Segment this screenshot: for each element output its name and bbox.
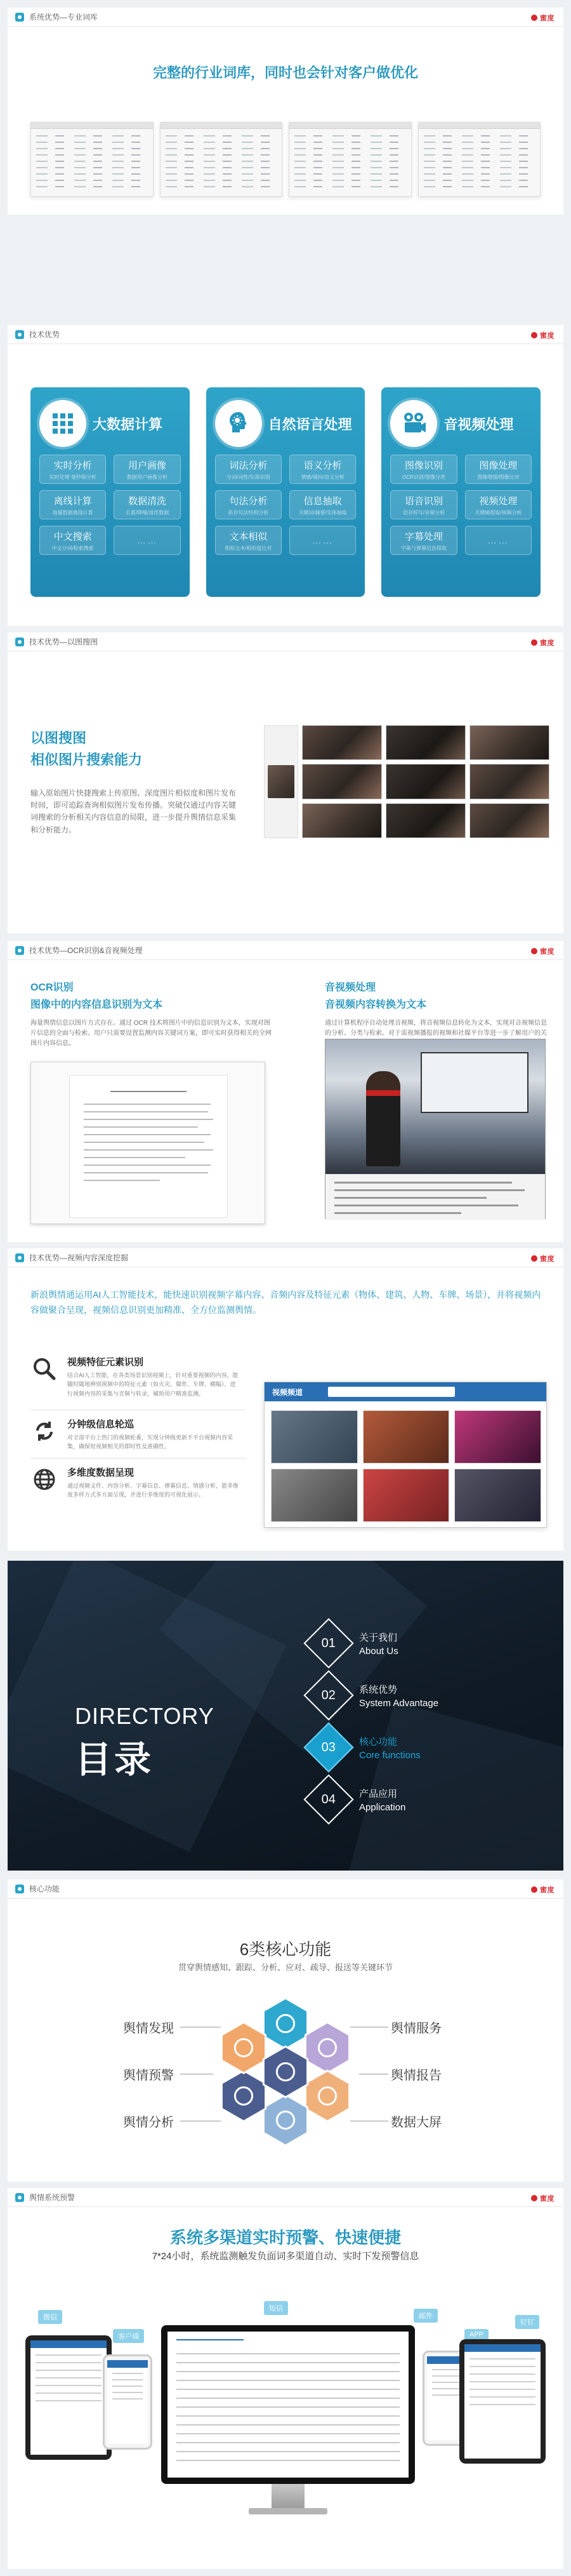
grid-icon [39,400,86,447]
phone-device [103,2354,152,2450]
slide-warning [8,2188,563,2569]
channel-tag: 短信 [264,2301,288,2315]
directory-title-cn: 目录 [75,1739,154,1780]
core-functions-title: 6类核心功能 [239,1940,332,1959]
brain-icon [215,400,262,447]
video-thumbnail [454,1469,541,1522]
tech-item-more: …… [114,526,180,555]
result-thumbnail [302,764,382,799]
tech-item: 语义分析 情感/倾向/语义分析 [289,455,356,484]
video-thumbnail [363,1469,450,1522]
projector-icon [390,400,437,447]
slide-title: 系统优势—专业词库 [29,13,98,22]
av-title: 音视频处理 [325,982,376,993]
section-marker-icon [15,946,24,955]
slide-tech-advantage [8,325,563,626]
video-thumbnail [271,1469,358,1522]
video-mining-intro: 新浪舆情通运用AI人工智能技术，能快速识别视频字幕内容、音频内容及特征元素（物体、建筑、人物、车牌、场景），并将视频内容做聚合呈现，视频信息识别更加精准、全方位监测舆情。 [30,1290,541,1315]
image-search-description: 输入原始图片快捷搜索上传原图、深度图片相似度和图片发布时间，即可追踪查询相似图片发布传播。突破仅通过内容关键词搜索的分析相关内容信息的局限，进一步提升舆情信息采集和分析能力。 [30,789,237,834]
section-marker-icon [15,330,24,339]
slide-title: 技术优势—以图搜图 [29,637,98,646]
tech-item-more: …… [465,526,532,555]
slide-title: 核心功能 [29,1885,60,1893]
tech-item: 实时分析 实时处理 毫秒级分析 [39,455,106,484]
ocr-column [30,979,272,1049]
ocr-title: OCR识别 [30,982,74,993]
brand-logo-icon [531,639,537,646]
av-subtitle: 音视频内容转换为文本 [325,999,427,1010]
image-search-results [264,725,549,838]
slide-title: 技术优势 [29,330,60,339]
slide-header [8,8,563,27]
channel-tag: 邮件 [414,2309,438,2323]
function-label: 数据大屏 [391,2116,442,2130]
function-label: 舆情发现 [123,2022,174,2036]
result-thumbnail [386,803,466,838]
function-hexagon [305,2022,349,2073]
monitor-base [249,2508,327,2514]
directory-item-application[interactable]: 04 产品应用 Application [311,1782,405,1817]
card-title: 自然语言处理 [268,416,352,432]
function-label: 舆情预警 [123,2069,174,2083]
video-portal-screenshot [264,1382,547,1528]
tech-item: 离线计算 海量数据离线计算 [39,490,106,519]
slide-directory [8,1561,563,1871]
tech-item: 文本相似 相似文本/相似度比对 [215,526,282,555]
slide-image-search [8,632,563,933]
video-screenshot [325,1039,546,1219]
function-label: 舆情分析 [123,2116,174,2130]
function-label: 舆情服务 [391,2022,442,2036]
lexicon-screenshot [30,122,154,197]
image-search-subtitle: 相似图片搜索能力 [30,752,143,768]
tech-item: 图像识别 OCR识别/图像分类 [390,455,457,484]
brand-logo-icon [531,1886,537,1893]
section-marker-icon [15,637,24,646]
lexicon-title: 完整的行业词库，同时也会针对客户做优化 [152,65,418,81]
slide-ocr-av [8,941,563,1242]
brand-logo-icon [531,2195,537,2201]
feature-item: 视频特征元素识别 结合AI人工智能，在各类场景识别视频上，针对重要视频的内容，能随时随地辨别视频中的特征元素（如火灾、爆炸、车牌、横幅），进行视频内容的采集与音频与转录，辅助用户精准监测。 [30,1355,240,1398]
slide-header [8,632,563,651]
brand-logo: 蜜度 [531,946,555,956]
channel-tag: 钉钉 [515,2315,539,2329]
warning-subtitle: 7*24小时，系统监测触发负面词多渠道自动、实时下发预警信息 [152,2251,419,2262]
image-search-lead: 以图搜图 [30,730,87,746]
function-hexagon [305,2071,349,2121]
channel-tag: 微信 [38,2310,62,2324]
video-thumbnail [454,1410,541,1464]
tech-item: 句法分析 依存句法结构分析 [215,490,282,519]
portal-search-box [328,1387,455,1397]
tech-item: 语音识别 语音转写/音频分析 [390,490,457,519]
card-av-processing [381,387,541,597]
function-label: 舆情报告 [391,2069,442,2083]
warning-title: 系统多渠道实时预警、快速便捷 [169,2228,401,2247]
lexicon-screenshot [160,122,283,197]
monitor-stand [272,2484,305,2509]
lexicon-screenshot [418,122,541,197]
video-thumbnail [363,1410,450,1464]
directory-item-system-advantage[interactable]: 02 系统优势 System Advantage [311,1678,438,1713]
directory-item-about[interactable]: 01 关于我们 About Us [311,1625,398,1661]
brand-logo: 蜜度 [531,2193,555,2203]
result-thumbnail [302,725,382,760]
section-marker-icon [15,1885,24,1893]
hexagon-diagram [214,1986,357,2158]
slide-header [8,1879,563,1899]
slide-professional-lexicon [8,8,563,215]
result-thumbnail [386,764,466,799]
result-thumbnail [302,803,382,838]
result-thumbnail [469,725,549,760]
tablet-device [459,2339,546,2464]
slide-title: 技术优势—视频内容深度挖掘 [29,1253,129,1262]
slide-core-functions [8,1879,563,2182]
tech-cards [30,387,541,597]
tablet-device [25,2335,112,2460]
brand-logo: 蜜度 [531,637,555,648]
tech-item-more: …… [289,526,356,555]
brand-logo: 蜜度 [531,13,555,23]
refresh-icon [30,1417,58,1445]
tech-item: 中文搜索 中文分词/检索搜索 [39,526,106,555]
lexicon-screenshots [30,122,541,197]
section-marker-icon [15,1253,24,1262]
ocr-description: 海量舆情信息以图片方式存在。通过 OCR 技术将图片中的信息识别为文本，实现对图片信息的全面与检索。用户只需要设置监测内容关键词方案，即可实时获得相关的全网图片内容信息。 [30,1020,272,1047]
globe-icon [30,1465,58,1493]
av-description: 通过计算机程序自动处理音视频，将音视频信息转化为文本，实现对音视频信息的分析、分类与检索。对于需视频播报的视频和社媒平台等进一步了解用户的关 [325,1020,547,1037]
tech-item: 用户画像 数据用户画像分析 [114,455,180,484]
brand-logo: 蜜度 [531,1885,555,1895]
tech-item: 词法分析 分词/词性/实体识别 [215,455,282,484]
brand-logo: 蜜度 [531,330,555,340]
function-hexagon [221,2022,265,2073]
desktop-monitor [161,2325,415,2484]
slide-title: 舆情系统预警 [29,2193,75,2202]
section-marker-icon [15,13,24,22]
ocr-document-screenshot [30,1062,265,1224]
result-thumbnail [469,764,549,799]
tech-item: 图像处理 图像增强/图像比对 [465,455,532,484]
feature-item: 分钟级信息轮巡 对全部平台上热门的视频轮番，实现分钟级更新不平台视频内容采集，确保短视频相关的即时性及准确性。 [30,1417,240,1452]
card-nlp [206,387,365,597]
query-image [264,725,298,838]
ocr-subtitle: 图像中的内容信息识别为文本 [30,999,163,1010]
result-thumbnail [386,725,466,760]
tech-item: 视频处理 关键帧提取/视频分析 [465,490,532,519]
portal-logo: 视频频道 [272,1387,303,1397]
tech-item: 字幕处理 字幕与弹幕信息提取 [390,526,457,555]
slide-header [8,1248,563,1267]
slide-header [8,941,563,960]
lexicon-screenshot [289,122,412,197]
card-big-data [30,387,190,597]
directory-item-core-functions[interactable]: 03 核心功能 Core functions [311,1730,421,1765]
feature-item: 多维度数据呈现 通过视频文件、内容分析、字幕信息、弹幕信息、情感分析，能多维度多样方式多方面呈现，并进行多维度的可视化展示。 [30,1465,240,1500]
slide-header [8,2188,563,2207]
slide-video-mining [8,1248,563,1551]
brand-logo-icon [531,1255,537,1262]
center-hexagon [263,2046,307,2097]
brand-logo: 蜜度 [531,1253,555,1264]
function-hexagon [221,2071,265,2121]
channel-tag: 客户端 [113,2329,144,2343]
section-marker-icon [15,2193,24,2202]
brand-logo-icon [531,948,537,954]
video-thumbnail [271,1410,358,1464]
slide-header [8,325,563,344]
tech-item: 数据清洗 去重/降噪/清洗数据 [114,490,180,519]
directory-title-en: DIRECTORY [75,1703,214,1729]
slide-title: 技术优势—OCR识别&音视频处理 [29,946,143,955]
function-hexagon [263,2095,307,2146]
result-thumbnail [469,803,549,838]
core-functions-subtitle: 贯穿舆情感知、跟踪、分析、应对、疏导、报送等关键环节 [178,1963,393,1972]
card-title: 音视频处理 [443,416,514,432]
search-icon [30,1355,58,1383]
channel-tag: APP [464,2329,489,2340]
brand-logo-icon [531,15,537,21]
tech-item: 信息抽取 关键词/摘要/实体抽取 [289,490,356,519]
card-title: 大数据计算 [93,416,163,432]
brand-logo-icon [531,332,537,338]
function-hexagon [263,1998,307,2049]
